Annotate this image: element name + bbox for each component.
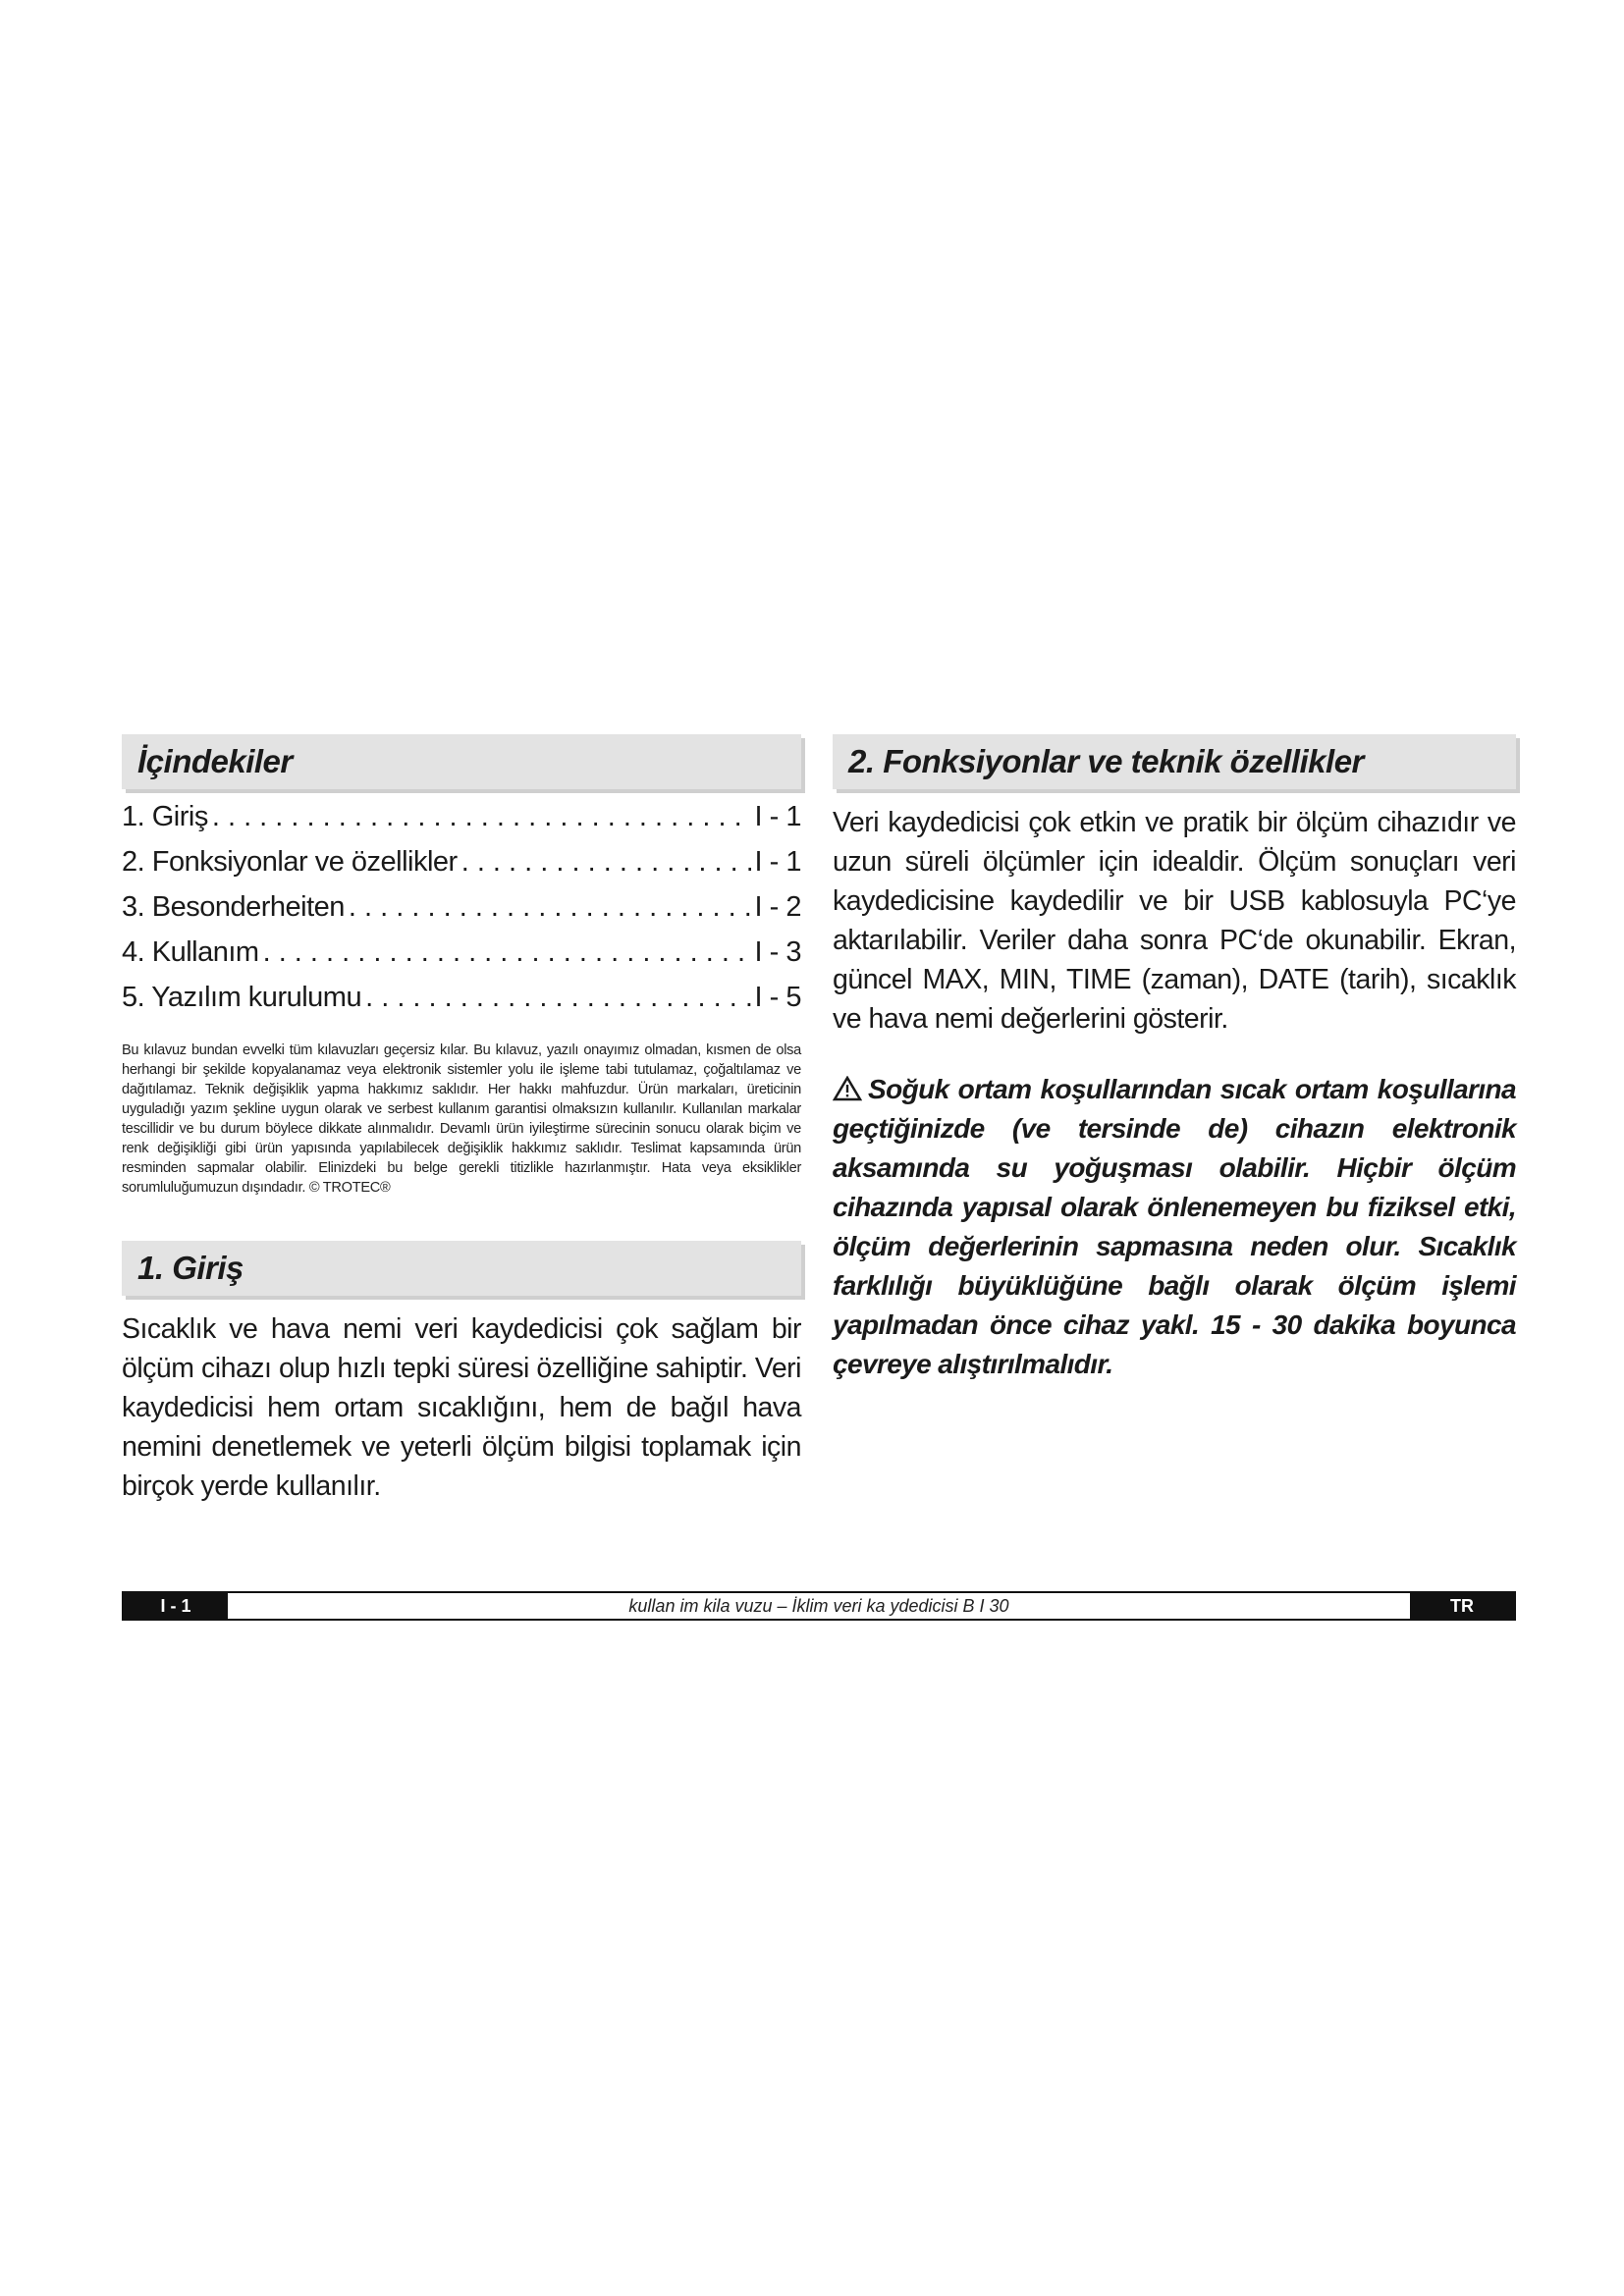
toc-entry[interactable] xyxy=(122,982,801,1027)
toc-entry[interactable] xyxy=(122,936,801,982)
warning-triangle-icon xyxy=(833,1076,862,1101)
toc-entry-page: I - 5 xyxy=(754,982,801,1013)
toc-entry-page: I - 3 xyxy=(754,936,801,968)
toc-entry[interactable] xyxy=(122,846,801,891)
toc-dot-leader xyxy=(263,936,751,969)
toc-entry-page: I - 1 xyxy=(754,846,801,878)
section-2-body: Veri kaydedicisi çok etkin ve pratik bir ölçüm cihazıdır ve uzun süreli ölçümler için idealdir. Ölçüm sonuçları veri kaydedicisine kaydedilir ve bir USB kablosuyla PC‘ye aktarılabilir. Veriler daha sonra PC‘de okunabilir. Ekran, güncel MAX, MIN, TIME (zaman), DATE (tarih), sıcaklık ve hava nemi değerlerini gösterir. xyxy=(833,807,1516,1035)
section-2-title: 2. Fonksiyonlar ve teknik özellikler xyxy=(848,743,1364,779)
footer-page-number: I - 1 xyxy=(124,1593,228,1619)
warning-note xyxy=(833,1070,1516,1384)
toc-entry-label: 1. Giriş xyxy=(122,801,208,832)
toc-entry-page: I - 2 xyxy=(754,891,801,923)
toc-entry-label: 5. Yazılım kurulumu xyxy=(122,982,362,1013)
section-1-body: Sıcaklık ve hava nemi veri kaydedicisi çok sağlam bir ölçüm cihazı olup hızlı tepki süresi özelliğine sahiptir. Veri kaydedicisi hem ortam sıcaklığını, hem de bağıl hava nemini denetlemek ve yeterli ölçüm bilgisi toplamak için birçok yerde kullanılır. xyxy=(122,1313,801,1502)
legal-disclaimer: Bu kılavuz bundan evvelki tüm kılavuzları geçersiz kılar. Bu kılavuz, yazılı onayımız olmadan, kısmen de olsa herhangi bir şekilde kopyalanamaz veya elektronik sistemler yolu ile işleme tabi tutulamaz, çoğaltılamaz ve dağıtılamaz. Teknik değişiklik yapma hakkımız saklıdır. Her hakkı mahfuzdur. Ürün markaları, üreticinin uyguladığı yazım şekline uygun olarak ve serbest kullanım garantisi olmaksızın kullanılır. Kullanılan markalar tescillidir ve bu durum böylece dikkate alınmalıdır. Devamlı ürün iyileştirme sürecinin sonucu olarak biçim ve renk değişikliği gibi ürün yapısında yapılabilecek değişiklik hakkımız saklıdır. Teslimat kapsamında ürün resminden sapmalar olabilir. Elinizdeki bu belge gerekli titizlikle hazırlanmıştır. Hata veya eksiklikler sorumluluğumuzun dışındadır. © TROTEC® xyxy=(122,1042,801,1196)
table-of-contents xyxy=(122,801,801,1027)
toc-entry[interactable] xyxy=(122,801,801,846)
section-1-title: 1. Giriş xyxy=(137,1250,244,1286)
right-column xyxy=(833,734,1516,1412)
toc-dot-leader xyxy=(349,891,751,924)
toc-entry-label: 2. Fonksiyonlar ve özellikler xyxy=(122,846,458,878)
section-1-header xyxy=(122,1241,801,1296)
page-footer xyxy=(122,1591,1516,1621)
footer-document-title: kullan im kila vuzu – İklim veri ka ydedicisi B I 30 xyxy=(228,1593,1410,1619)
footer-language-code: TR xyxy=(1410,1593,1514,1619)
toc-entry-label: 4. Kullanım xyxy=(122,936,259,968)
toc-title: İçindekiler xyxy=(137,743,293,779)
toc-dot-leader xyxy=(461,846,751,879)
toc-dot-leader xyxy=(212,801,751,833)
toc-entry[interactable] xyxy=(122,891,801,936)
warning-text: Soğuk ortam koşullarından sıcak ortam koşullarına geçtiğinizde (ve tersinde de) cihazın elektronik aksamında su yoğuşması olabilir. Hiçbir ölçüm cihazında yapısal olarak önlenemeyen bu fiziksel etki, ölçüm değerlerinin sapmasına neden olur. Sıcaklık farklılığı büyüklüğüne bağlı olarak ölçüm işlemi yapılmadan önce cihaz yakl. 15 - 30 dakika boyunca çevreye alıştırılmalıdır. xyxy=(833,1074,1516,1379)
toc-header xyxy=(122,734,801,789)
left-column xyxy=(122,734,801,1534)
toc-dot-leader xyxy=(365,982,750,1014)
toc-entry-page: I - 1 xyxy=(754,801,801,832)
section-2-header xyxy=(833,734,1516,789)
toc-entry-label: 3. Besonderheiten xyxy=(122,891,345,923)
